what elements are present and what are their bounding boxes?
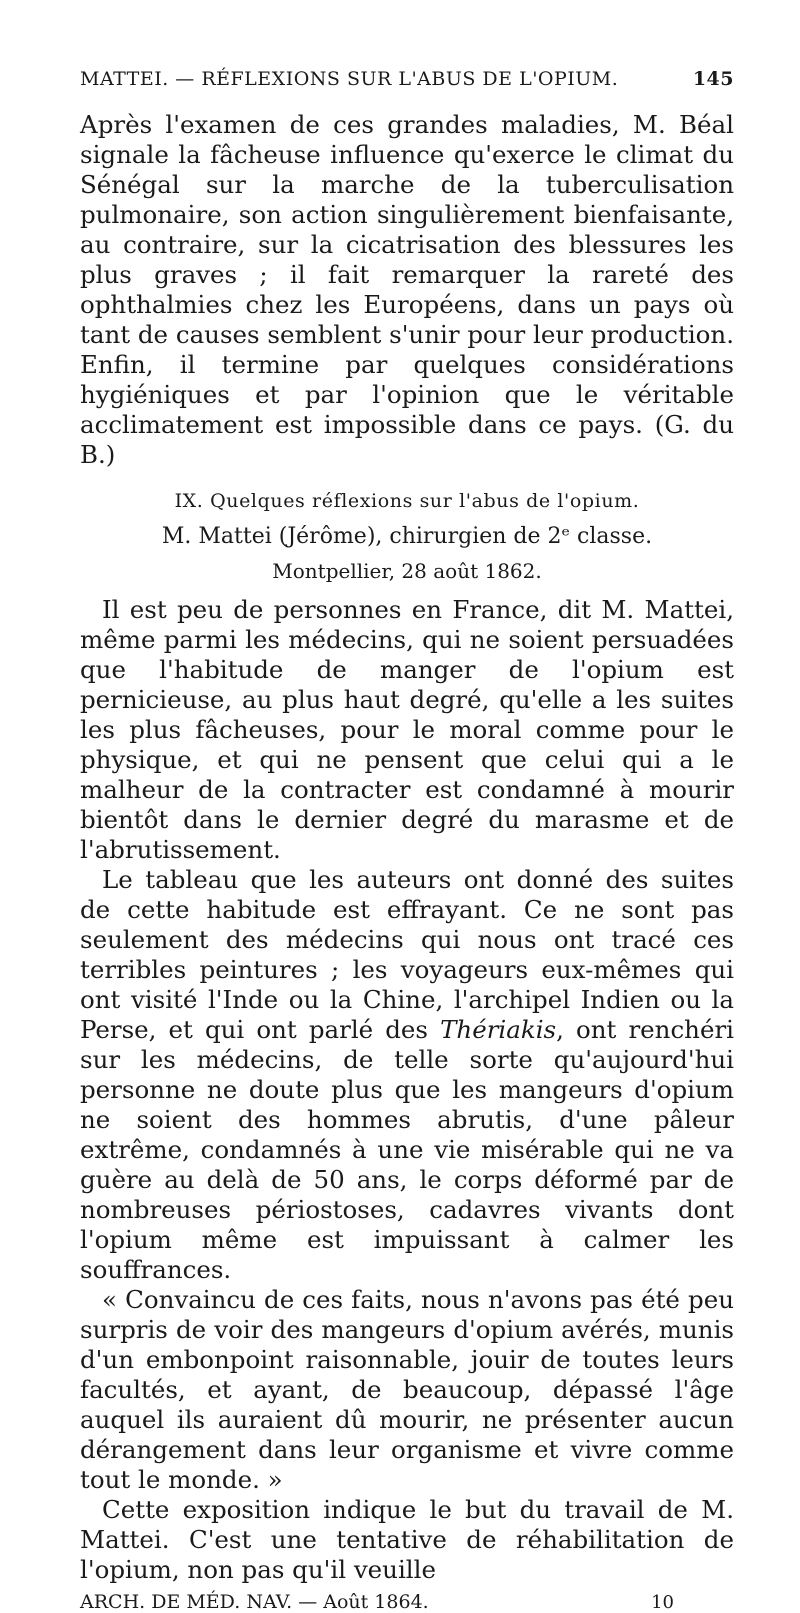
paragraph-tableau-part1: Le tableau que les auteurs ont donné des suites de cette habitude est effrayant. Ce ne sont pas seulement des médecins qui nous ont tracé ces terribles peintures ; les voyageurs eux-mêmes qui ont visité l'Inde ou la Chine, l'archipel Indien ou la Perse, et qui ont parlé des xyxy=(80,865,734,1044)
theriakis-term: Thériakis xyxy=(440,1015,557,1044)
page-number: 145 xyxy=(692,68,734,90)
paragraph-quote: « Convaincu de ces faits, nous n'avons pas été peu surpris de voir des mangeurs d'opium avérés, munis d'un embonpoint raisonnable, jouir de toutes leurs facultés, et ayant, de beaucoup, dépassé l'âge auquel ils auraient dû mourir, ne présenter aucun dérangement dans leur organisme et vivre comme tout le monde. » xyxy=(80,1285,734,1494)
paragraph-tableau xyxy=(80,865,734,1285)
section-title-text: IX. Quelques réflexions sur l'abus de l'opium. xyxy=(174,490,640,512)
journal-source: ARCH. DE MÉD. NAV. — Août 1864. xyxy=(80,1591,429,1613)
paragraph-opinion: Il est peu de personnes en France, dit M. Mattei, même parmi les médecins, qui ne soient persuadées que l'habitude de manger de l'opium est pernicieuse, au plus haut degré, qu'elle a les suites les plus fâcheuses, pour le moral comme pour le physique, et qui ne pensent que celui qui a le malheur de la contracter est condamné à mourir bientôt dans le dernier degré du marasme et de l'abrutissement. xyxy=(80,595,734,864)
paragraph-exposition: Cette exposition indique le but du travail de M. Mattei. C'est une tentative de réhabilitation de l'opium, non pas qu'il veuille xyxy=(80,1495,734,1584)
paragraph-tableau-part2: , ont renchéri sur les médecins, de telle sorte qu'aujourd'hui personne ne doute plus que les mangeurs d'opium ne soient des hommes abrutis, d'une pâleur extrême, condamnés à une vie misérable qui ne va guère au delà de 50 ans, le corps déformé par de nombreuses périostoses, cadavres vivants dont l'opium même est impuissant à calmer les souffrances. xyxy=(80,1015,734,1284)
page-footer xyxy=(80,1591,734,1613)
running-title: MATTEI. — RÉFLEXIONS SUR L'ABUS DE L'OPIUM. xyxy=(80,68,619,90)
running-head xyxy=(80,68,734,90)
section-title xyxy=(80,490,734,512)
paragraph-beal-conclusion: Après l'examen de ces grandes maladies, M. Béal signale la fâcheuse influence qu'exerce le climat du Sénégal sur la marche de la tuberculisation pulmonaire, son action singulièrement bienfaisante, au contraire, sur la cicatrisation des blessures les plus graves ; il fait remarquer la rareté des ophthalmies chez les Européens, dans un pays où tant de causes semblent s'unir pour leur production. Enfin, il termine par quelques considérations hygiéniques et par l'opinion que le véritable acclimatement est impossible dans ce pays. (G. du B.) xyxy=(80,110,734,469)
author-line: M. Mattei (Jérôme), chirurgien de 2ᵉ classe. xyxy=(161,524,653,549)
signature-mark: 10 xyxy=(651,1592,674,1613)
place-date-line: Montpellier, 28 août 1862. xyxy=(272,559,542,583)
